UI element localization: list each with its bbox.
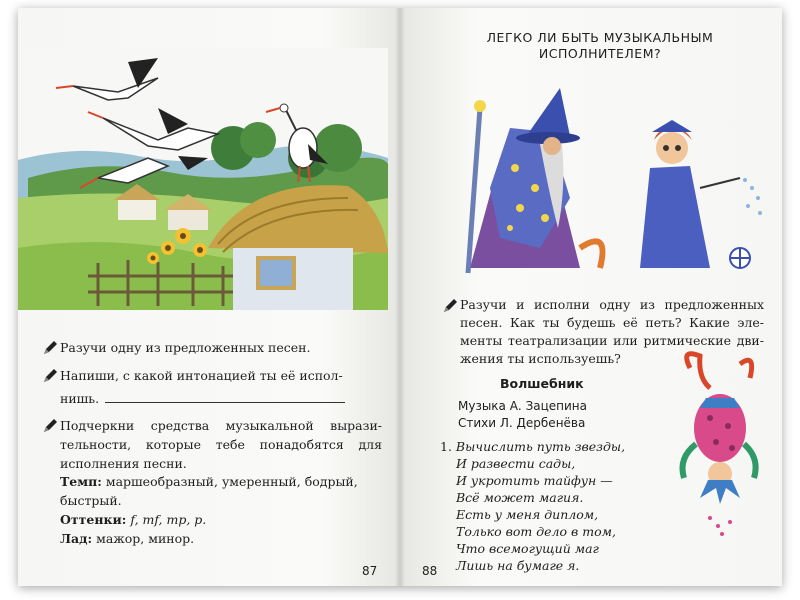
lyric-line: Вычислить путь звезды,	[455, 439, 626, 454]
task-text: Подчеркни средства музыкальной вырази-тельности, которые тебе понадобятся для исполнения песни.	[60, 418, 382, 471]
mode-values: мажор, минор.	[96, 531, 195, 546]
lyric-line: Лишь на бумаге я.	[456, 558, 580, 573]
answer-line[interactable]	[105, 390, 345, 403]
page-heading	[440, 30, 760, 62]
jester-illustration	[670, 348, 766, 538]
heading-line-1: ЛЕГКО ЛИ БЫТЬ МУЗЫКАЛЬНЫМ	[486, 30, 714, 45]
verse-number: 1.	[440, 439, 452, 454]
heading-line-2: ИСПОЛНИТЕЛЕМ?	[538, 46, 662, 61]
task-text: Разучи и исполни одну из предложенных песен. Как ты будешь её петь? Какие эле-менты театрализации или ритмические дви-жения ты используешь?	[460, 297, 764, 366]
lyric-line: И развести сады,	[456, 456, 576, 471]
pencil-icon	[42, 368, 58, 384]
task-underline-means	[42, 416, 382, 473]
pencil-icon	[442, 298, 458, 314]
village-storks-illustration	[18, 48, 388, 310]
lyric-line: Что всемогущий маг	[456, 541, 599, 556]
tempo-values: маршеобразный, умеренный, бодрый, быстрый.	[60, 474, 358, 508]
shades-values: f, mf, mp, p.	[130, 512, 207, 527]
right-page	[400, 8, 782, 586]
song-lyrics	[440, 438, 670, 574]
tempo-terms	[60, 472, 382, 510]
mode-label: Лад:	[60, 531, 93, 546]
task-text: Разучи одну из предложенных песен.	[60, 340, 311, 355]
shades-terms	[60, 510, 382, 529]
task-text: Напиши, с какой интонацией ты её испол-	[60, 368, 343, 383]
page-number-right: 88	[422, 564, 438, 578]
shades-label: Оттенки:	[60, 512, 127, 527]
task-write-intonation	[42, 366, 382, 408]
song-credits	[458, 398, 587, 432]
left-page	[18, 8, 400, 586]
task-learn-song	[42, 338, 382, 357]
wizards-illustration	[440, 88, 770, 278]
lyric-line: Всё может магия.	[456, 490, 584, 505]
pencil-icon	[42, 340, 58, 356]
lyrics-credit: Стихи Л. Дербенёва	[458, 416, 586, 430]
textbook-spread	[18, 8, 782, 586]
pencil-icon	[42, 418, 58, 434]
music-credit: Музыка А. Зацепина	[458, 399, 588, 413]
lyric-line: И укротить тайфун —	[456, 473, 613, 488]
tempo-label: Темп:	[60, 474, 102, 489]
lyric-line: Есть у меня диплом,	[456, 507, 599, 522]
page-number-left: 87	[362, 564, 378, 578]
song-title: Волшебник	[500, 376, 584, 391]
mode-terms	[60, 529, 382, 548]
lyric-line: Только вот дело в том,	[456, 524, 616, 539]
task-text-continued: нишь.	[60, 391, 100, 406]
book-gutter	[395, 8, 405, 586]
